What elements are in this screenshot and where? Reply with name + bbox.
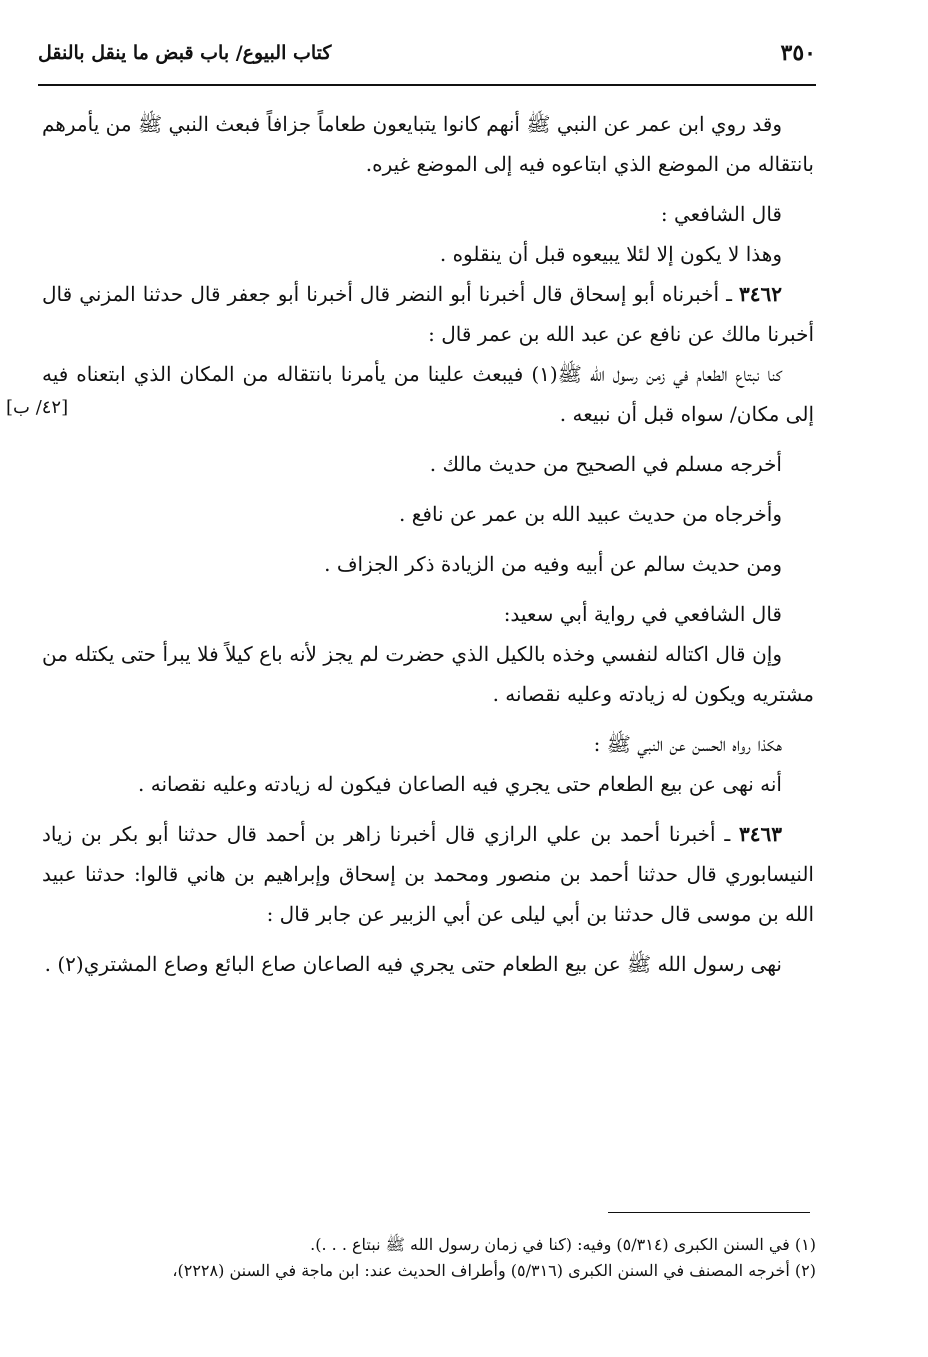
paragraph: نهى رسول الله ﷺ عن بيع الطعام حتى يجري فيه الصاعان صاع البائع وصاع المشتري(٢) . [44,952,782,976]
running-title: كتاب البيوع/ باب قبض ما ينقل بالنقل [38,42,332,64]
margin-note: [٤٢/ ب] [6,397,69,418]
page-header [38,34,816,80]
paragraph: وهذا لا يكون إلا لئلا يبيعوه قبل أن ينقلوه . [439,242,782,266]
hadith-paragraph [42,814,814,934]
footnote-rule [608,1212,810,1213]
paragraph: هكذا رواه الحسن عن النبي ﷺ : [593,732,782,756]
paragraph: وأخرجاه من حديث عبيد الله بن عمر عن نافع . [399,502,782,526]
hadith-number: ٣٤٦٢ [739,282,783,306]
paragraph: وإن قال اكتاله لنفسي وخذه بالكيل الذي حضرت لم يجز لأنه باع كيلاً فلا يبرأ حتى يكتله من مشتريه ويكون له زيادته وعليه نقصانه . [42,642,814,706]
hadith-paragraph [42,274,814,354]
page-number: ٣٥٠ [780,40,816,66]
paragraph: ومن حديث سالم عن أبيه وفيه من الزيادة ذكر الجزاف . [324,552,782,576]
paragraph: وقد روي ابن عمر عن النبي ﷺ أنهم كانوا يتبايعون طعاماً جزافاً فبعث النبي ﷺ من يأمرهم بانتقاله من الموضع الذي ابتاعوه فيه إلى الموضع غيره. [42,112,814,176]
hadith-text: ـ أخبرنا أحمد بن علي الرازي قال أخبرنا زاهر بن أحمد قال حدثنا أبو بكر بن زياد النيسابوري قال حدثنا أحمد بن منصور ومحمد بن إسحاق وإبراهيم بن هاني قالوا: حدثنا عبيد الله بن موسى قال حدثنا بن أبي ليلى عن أبي الزبير عن جابر قال : [42,822,814,926]
paragraph: قال الشافعي : [660,202,782,226]
header-rule [38,84,816,86]
hadith-number: ٣٤٦٣ [739,822,783,846]
footnote: (١) في السنن الكبرى (٥/٣١٤) وفيه: (كنا في زمان رسول الله ﷺ نبتاع . . .). [310,1235,816,1254]
paragraph: أخرجه مسلم في الصحيح من حديث مالك . [429,452,782,476]
paragraph: أنه نهى عن بيع الطعام حتى يجري فيه الصاعان فيكون له زيادته وعليه نقصانه . [138,772,782,796]
footnotes [136,1232,816,1284]
paragraph-text: كنا نبتاع الطعام في زمن رسول الله ﷺ(١) فيبعث علينا من يأمرنا بانتقاله من المكان الذي ابتعناه فيه إلى مكان/ سواه قبل أن نبيعه . [42,362,814,426]
paragraph: قال الشافعي في رواية أبي سعيد: [503,602,782,626]
footnote: (٢) أخرجه المصنف في السنن الكبرى (٥/٣١٦) وأطراف الحديث عند: ابن ماجة في السنن (٢٢٢٨)، [172,1261,816,1280]
paragraph [6,354,814,434]
hadith-text: ـ أخبرناه أبو إسحاق قال أخبرنا أبو النضر قال أخبرنا أبو جعفر قال حدثنا المزني قال أخبرنا مالك عن نافع عن عبد الله بن عمر قال : [42,282,814,346]
main-text [6,104,814,984]
